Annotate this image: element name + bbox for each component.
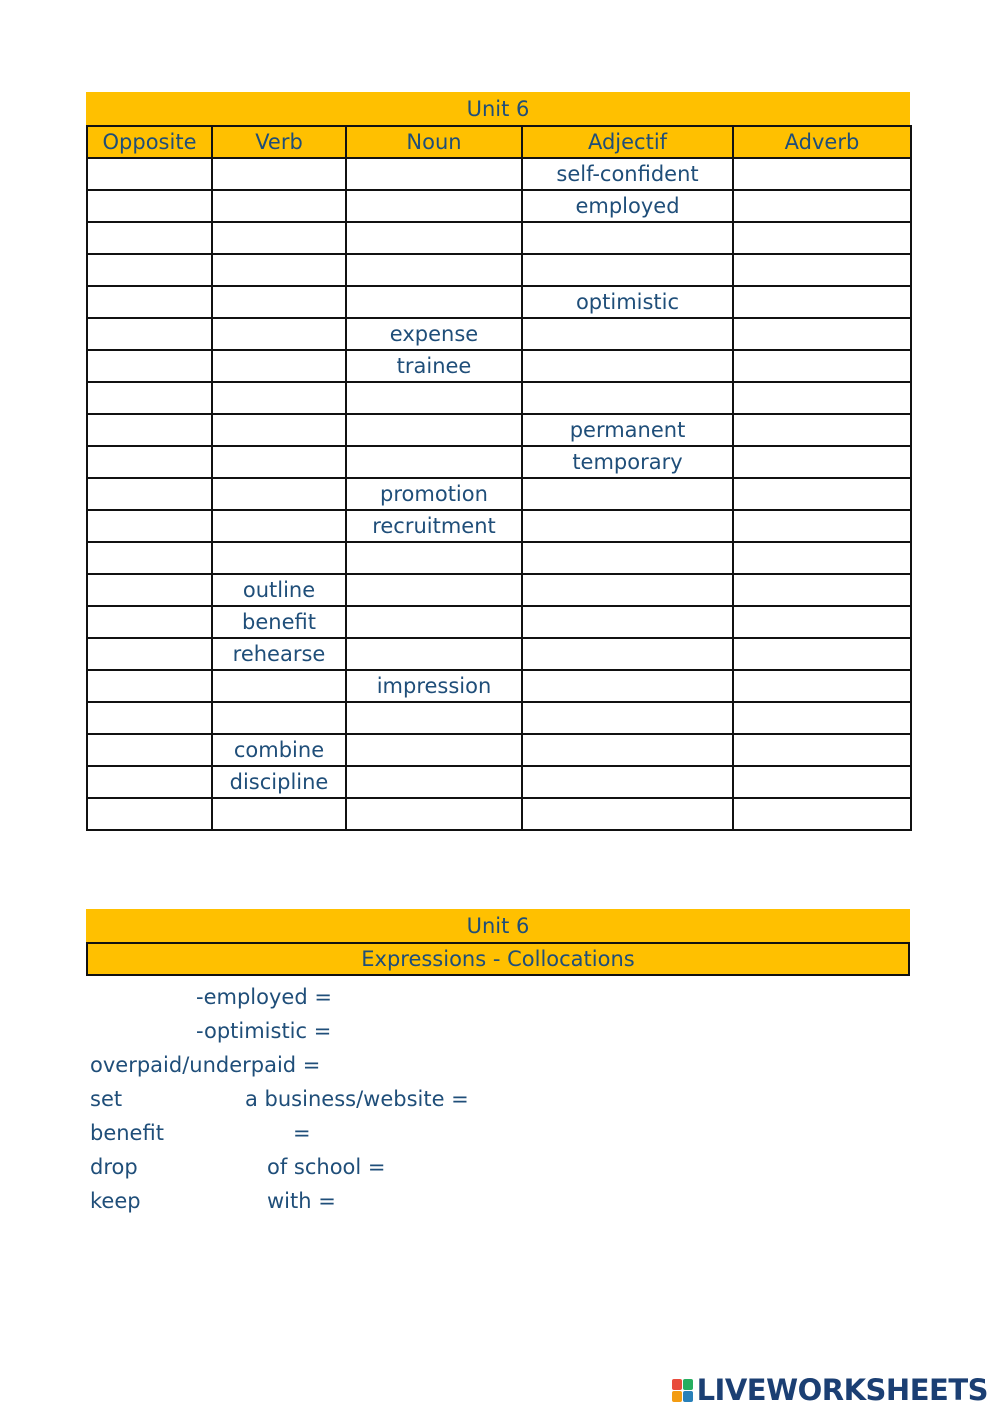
cell-adverb[interactable] <box>733 510 911 542</box>
expression-word: overpaid/underpaid = <box>90 1053 321 1077</box>
column-header-opposite: Opposite <box>87 126 212 158</box>
cell-noun: recruitment <box>346 510 522 542</box>
cell-opposite[interactable] <box>87 542 212 574</box>
cell-verb[interactable] <box>212 254 346 286</box>
cell-noun[interactable] <box>346 254 522 286</box>
cell-verb[interactable] <box>212 478 346 510</box>
expression-line <box>90 1014 790 1048</box>
cell-adjective[interactable] <box>522 542 733 574</box>
cell-adverb[interactable] <box>733 638 911 670</box>
vocab-table-body <box>87 158 911 830</box>
table-row <box>87 286 911 318</box>
table-row <box>87 606 911 638</box>
table-row <box>87 254 911 286</box>
cell-verb[interactable] <box>212 190 346 222</box>
cell-opposite[interactable] <box>87 318 212 350</box>
cell-noun[interactable] <box>346 542 522 574</box>
cell-adverb[interactable] <box>733 382 911 414</box>
cell-opposite[interactable] <box>87 638 212 670</box>
cell-adverb[interactable] <box>733 766 911 798</box>
cell-opposite[interactable] <box>87 478 212 510</box>
cell-adjective[interactable] <box>522 318 733 350</box>
cell-adjective: self-confident <box>522 158 733 190</box>
cell-adverb[interactable] <box>733 190 911 222</box>
table-row <box>87 638 911 670</box>
cell-adjective[interactable] <box>522 382 733 414</box>
expression-line <box>90 1116 790 1150</box>
cell-opposite[interactable] <box>87 606 212 638</box>
cell-adverb[interactable] <box>733 798 911 830</box>
table-row <box>87 318 911 350</box>
expressions-block <box>86 909 910 976</box>
logo-blocks-icon <box>672 1379 693 1402</box>
cell-opposite[interactable] <box>87 190 212 222</box>
cell-adjective[interactable] <box>522 222 733 254</box>
cell-verb[interactable] <box>212 158 346 190</box>
cell-verb[interactable] <box>212 318 346 350</box>
cell-verb[interactable] <box>212 222 346 254</box>
cell-adverb[interactable] <box>733 158 911 190</box>
vocab-table-title: Unit 6 <box>86 92 910 125</box>
cell-opposite[interactable] <box>87 382 212 414</box>
cell-verb: outline <box>212 574 346 606</box>
cell-adjective[interactable] <box>522 702 733 734</box>
cell-noun: expense <box>346 318 522 350</box>
table-row <box>87 542 911 574</box>
cell-verb[interactable] <box>212 798 346 830</box>
cell-noun[interactable] <box>346 766 522 798</box>
table-row <box>87 158 911 190</box>
cell-noun[interactable] <box>346 734 522 766</box>
vocab-header-row <box>87 126 911 158</box>
cell-adverb[interactable] <box>733 350 911 382</box>
cell-noun[interactable] <box>346 286 522 318</box>
cell-adverb[interactable] <box>733 670 911 702</box>
cell-verb: combine <box>212 734 346 766</box>
cell-noun: trainee <box>346 350 522 382</box>
cell-verb[interactable] <box>212 350 346 382</box>
cell-opposite[interactable] <box>87 222 212 254</box>
cell-noun[interactable] <box>346 574 522 606</box>
cell-opposite[interactable] <box>87 414 212 446</box>
table-row <box>87 190 911 222</box>
cell-adverb[interactable] <box>733 286 911 318</box>
expression-completion: a business/website = <box>245 1087 469 1111</box>
table-row <box>87 574 911 606</box>
cell-opposite[interactable] <box>87 158 212 190</box>
cell-opposite[interactable] <box>87 286 212 318</box>
cell-verb: benefit <box>212 606 346 638</box>
cell-adverb[interactable] <box>733 222 911 254</box>
cell-adverb[interactable] <box>733 734 911 766</box>
expressions-list <box>90 980 790 1218</box>
cell-adjective[interactable] <box>522 350 733 382</box>
table-row <box>87 766 911 798</box>
table-row <box>87 734 911 766</box>
expression-completion: = <box>293 1121 311 1145</box>
cell-opposite[interactable] <box>87 350 212 382</box>
table-row <box>87 702 911 734</box>
cell-noun[interactable] <box>346 798 522 830</box>
column-header-adverb: Adverb <box>733 126 911 158</box>
cell-opposite[interactable] <box>87 574 212 606</box>
cell-adjective[interactable] <box>522 510 733 542</box>
cell-adverb[interactable] <box>733 542 911 574</box>
expression-word: keep <box>90 1189 141 1213</box>
logo-text: LIVEWORKSHEETS <box>696 1373 988 1407</box>
cell-noun[interactable] <box>346 446 522 478</box>
liveworksheets-logo <box>672 1373 988 1407</box>
cell-opposite[interactable] <box>87 766 212 798</box>
table-row <box>87 350 911 382</box>
cell-opposite[interactable] <box>87 798 212 830</box>
table-row <box>87 382 911 414</box>
expressions-subtitle: Expressions - Collocations <box>86 942 910 976</box>
column-header-adjective: Adjectif <box>522 126 733 158</box>
cell-adverb[interactable] <box>733 446 911 478</box>
table-row <box>87 414 911 446</box>
cell-noun: impression <box>346 670 522 702</box>
cell-adjective[interactable] <box>522 766 733 798</box>
cell-noun[interactable] <box>346 414 522 446</box>
expression-line <box>90 980 790 1014</box>
cell-adjective[interactable] <box>522 606 733 638</box>
expression-completion: -employed = <box>196 985 332 1009</box>
cell-verb[interactable] <box>212 670 346 702</box>
cell-adjective[interactable] <box>522 254 733 286</box>
cell-adverb[interactable] <box>733 606 911 638</box>
cell-adjective[interactable] <box>522 670 733 702</box>
cell-noun[interactable] <box>346 222 522 254</box>
cell-verb[interactable] <box>212 702 346 734</box>
cell-adverb[interactable] <box>733 574 911 606</box>
cell-adjective: optimistic <box>522 286 733 318</box>
expression-line <box>90 1184 790 1218</box>
cell-opposite[interactable] <box>87 254 212 286</box>
cell-noun[interactable] <box>346 382 522 414</box>
cell-adjective[interactable] <box>522 478 733 510</box>
expression-word: set <box>90 1087 123 1111</box>
cell-verb[interactable] <box>212 286 346 318</box>
expression-completion: of school = <box>267 1155 386 1179</box>
cell-opposite[interactable] <box>87 734 212 766</box>
cell-adjective[interactable] <box>522 798 733 830</box>
table-row <box>87 222 911 254</box>
cell-adverb[interactable] <box>733 478 911 510</box>
vocab-table <box>86 125 912 831</box>
cell-opposite[interactable] <box>87 510 212 542</box>
expression-line <box>90 1082 790 1116</box>
expression-completion: with = <box>267 1189 336 1213</box>
cell-opposite[interactable] <box>87 670 212 702</box>
cell-verb: rehearse <box>212 638 346 670</box>
cell-verb[interactable] <box>212 382 346 414</box>
cell-verb: discipline <box>212 766 346 798</box>
table-row <box>87 446 911 478</box>
cell-verb[interactable] <box>212 446 346 478</box>
table-row <box>87 510 911 542</box>
expression-word: drop <box>90 1155 138 1179</box>
cell-opposite[interactable] <box>87 702 212 734</box>
expressions-title: Unit 6 <box>86 909 910 942</box>
expression-word: benefit <box>90 1121 164 1145</box>
cell-adverb[interactable] <box>733 318 911 350</box>
cell-noun[interactable] <box>346 702 522 734</box>
cell-adjective[interactable] <box>522 638 733 670</box>
cell-noun[interactable] <box>346 638 522 670</box>
cell-adjective[interactable] <box>522 574 733 606</box>
cell-verb[interactable] <box>212 542 346 574</box>
expression-completion: -optimistic = <box>196 1019 332 1043</box>
table-row <box>87 478 911 510</box>
cell-adjective: permanent <box>522 414 733 446</box>
vocab-table-block <box>86 92 910 831</box>
column-header-noun: Noun <box>346 126 522 158</box>
expression-line <box>90 1048 790 1082</box>
cell-adjective: temporary <box>522 446 733 478</box>
cell-noun[interactable] <box>346 606 522 638</box>
column-header-verb: Verb <box>212 126 346 158</box>
table-row <box>87 798 911 830</box>
expression-line <box>90 1150 790 1184</box>
cell-verb[interactable] <box>212 510 346 542</box>
cell-adverb[interactable] <box>733 702 911 734</box>
cell-adverb[interactable] <box>733 254 911 286</box>
cell-noun: promotion <box>346 478 522 510</box>
table-row <box>87 670 911 702</box>
cell-verb[interactable] <box>212 414 346 446</box>
cell-adverb[interactable] <box>733 414 911 446</box>
cell-adjective: employed <box>522 190 733 222</box>
cell-opposite[interactable] <box>87 446 212 478</box>
cell-noun[interactable] <box>346 190 522 222</box>
cell-adjective[interactable] <box>522 734 733 766</box>
cell-noun[interactable] <box>346 158 522 190</box>
